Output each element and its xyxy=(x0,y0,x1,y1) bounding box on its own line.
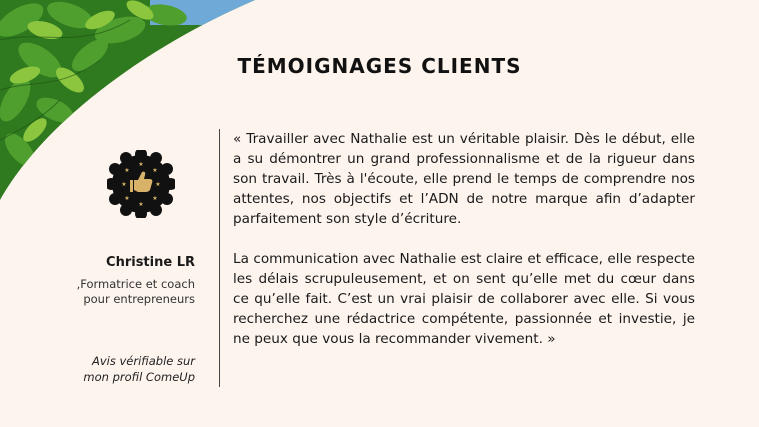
svg-text:★: ★ xyxy=(152,167,158,174)
author-role-line-1: ,Formatrice et coach xyxy=(76,277,195,291)
thumbs-up-stars-badge-icon xyxy=(107,150,175,218)
svg-text:★: ★ xyxy=(124,167,130,174)
verification-note xyxy=(83,353,195,385)
author-role-line-2: pour entrepreneurs xyxy=(83,292,195,306)
testimonial-paragraph-1: « Travailler avec Nathalie est un véritable plaisir. Dès le début, elle a su démontrer un grand professionnalisme et de la rigueur dans son travail. Très à l'écoute, elle prend le temps de comprendre nos attentes, nos objectifs et l’ADN de notre marque afin d’adapter parfaitement son style d’écriture. xyxy=(233,131,695,227)
testimonial-paragraph-2: La communication avec Nathalie est claire et efficace, elle respecte les délais scrupuleusement, et on sent qu’elle met du cœur dans ce qu’elle fait. C’est un vrai plaisir de collaborer avec elle. Si vous recherchez une rédactrice compétente, passionnée et investie, je ne peux que vous la recommander vivement. » xyxy=(233,251,695,347)
svg-text:★: ★ xyxy=(121,181,127,188)
verification-line-2: mon profil ComeUp xyxy=(83,370,195,384)
vertical-divider xyxy=(219,129,220,387)
svg-text:★: ★ xyxy=(152,195,158,202)
author-role xyxy=(77,277,195,307)
page-title: TÉMOIGNAGES CLIENTS xyxy=(237,54,522,78)
testimonial-text xyxy=(233,129,695,349)
svg-text:★: ★ xyxy=(138,161,144,168)
svg-text:★: ★ xyxy=(138,201,144,208)
svg-text:★: ★ xyxy=(124,195,130,202)
author-name: Christine LR xyxy=(106,255,195,270)
verification-line-1: Avis vérifiable sur xyxy=(91,354,195,368)
svg-text:★: ★ xyxy=(155,181,161,188)
